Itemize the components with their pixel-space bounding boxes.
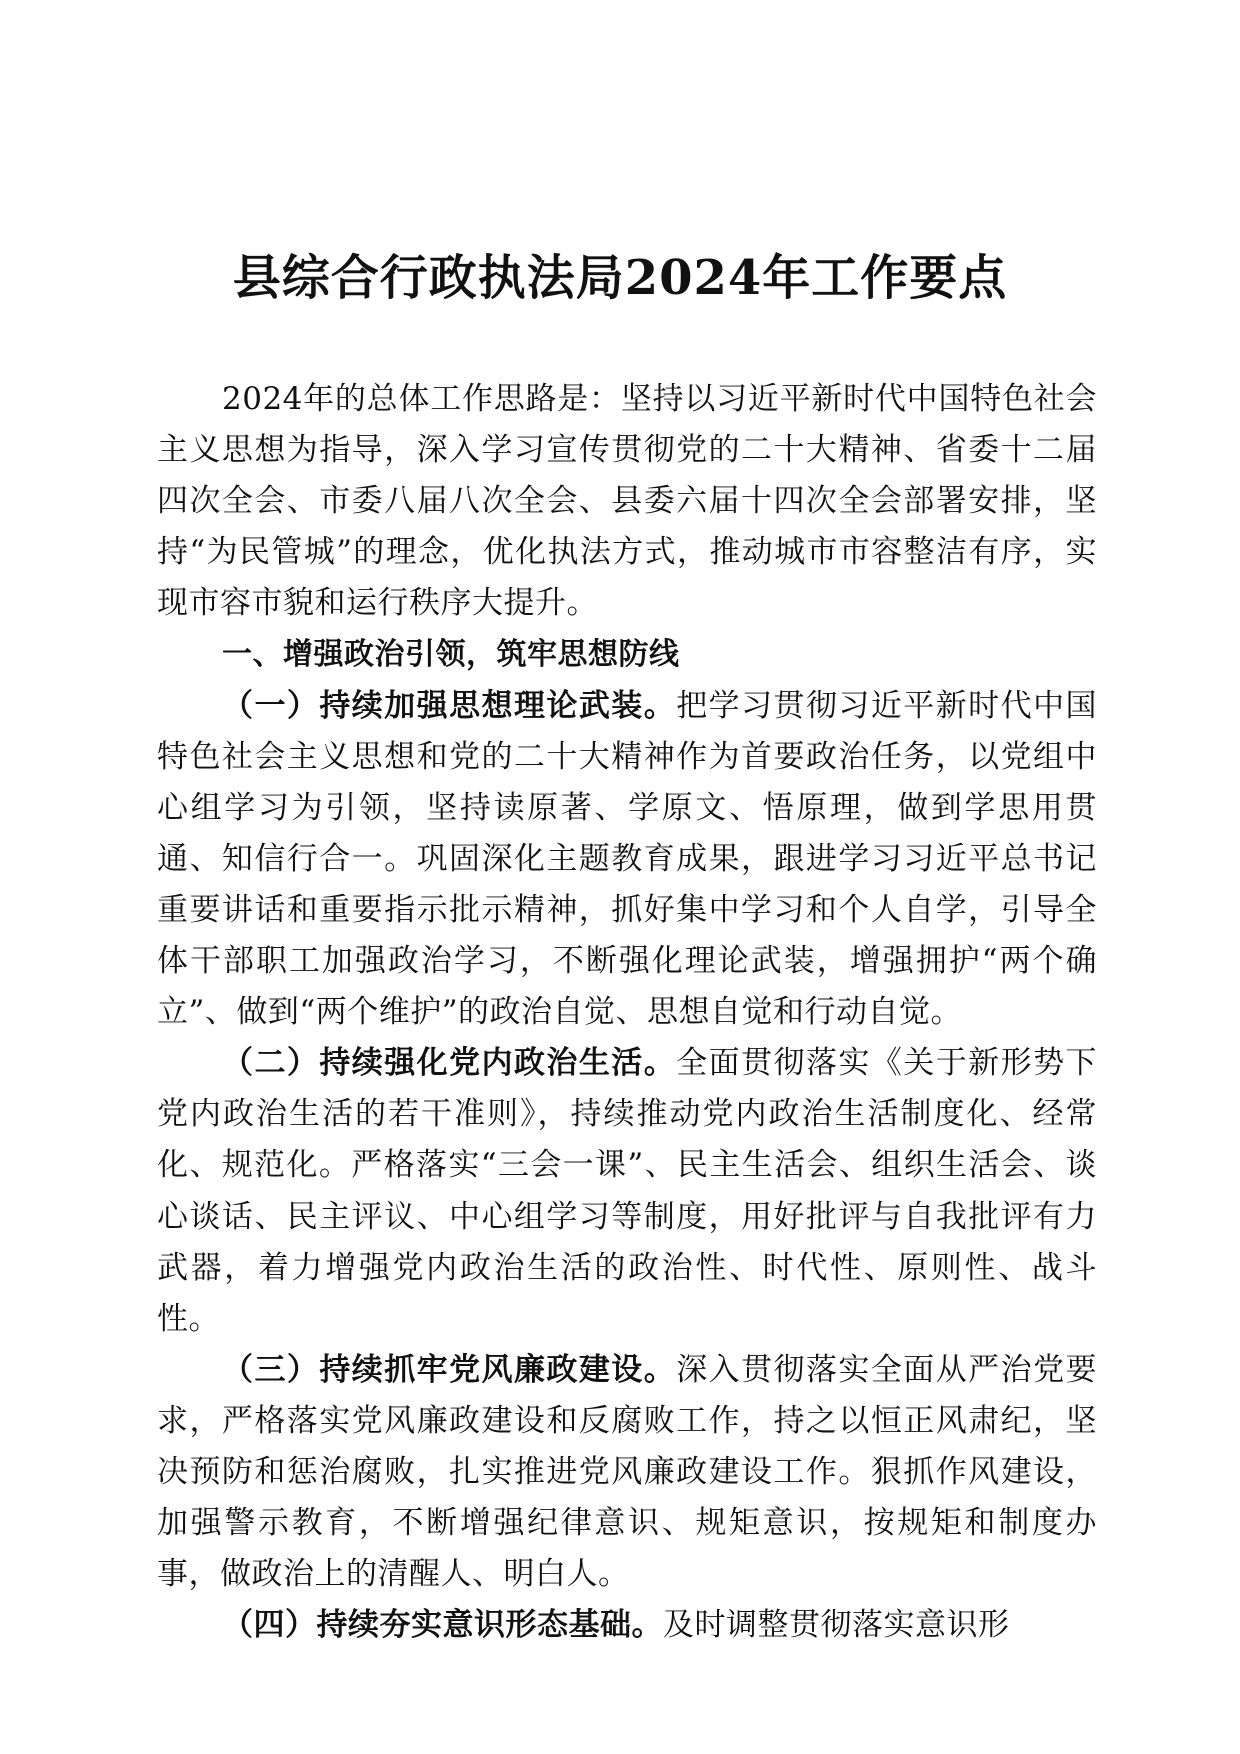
item-paragraph bbox=[157, 1345, 1097, 1600]
item-lead: （三）持续抓牢党风廉政建设。 bbox=[222, 1351, 677, 1388]
item-text: 把学习贯彻习近平新时代中国特色社会主义思想和党的二十大精神作为首要政治任务，以党组中心组学习为引领，坚持读原著、学原文、悟原理，做到学思用贯通、知信行合一。巩固深化主题教育成果，跟进学习习近平总书记重要讲话和重要指示批示精神，抓好集中学习和个人自学，引导全体干部职工加强政治学习，不断强化理论武装，增强拥护“两个确立”、做到“两个维护”的政治自觉、思想自觉和行动自觉。 bbox=[157, 687, 1098, 1031]
item-lead: （二）持续强化党内政治生活。 bbox=[222, 1045, 677, 1082]
item-paragraph bbox=[157, 1600, 1097, 1651]
intro-paragraph: 2024年的总体工作思路是：坚持以习近平新时代中国特色社会主义思想为指导，深入学习宣传贯彻党的二十大精神、省委十二届四次全会、市委八届八次全会、县委六届十四次全会部署安排，坚持“为民管城”的理念，优化执法方式，推动城市市容整洁有序，实现市容市貌和运行秩序大提升。 bbox=[157, 381, 1097, 622]
item-text: 全面贯彻落实《关于新形势下党内政治生活的若干准则》，持续推动党内政治生活制度化、经常化、规范化。严格落实“三会一课”、民主生活会、组织生活会、谈心谈话、民主评议、中心组学习等制度，用好批评与自我批评有力武器，着力增强党内政治生活的政治性、时代性、原则性、战斗性。 bbox=[157, 1045, 1098, 1337]
section-heading: 一、增强政治引领，筑牢思想防线 bbox=[222, 637, 680, 673]
item-paragraph bbox=[157, 1038, 1097, 1345]
item-lead: （四）持续夯实意识形态基础。 bbox=[222, 1607, 663, 1644]
item-paragraph bbox=[157, 681, 1097, 1039]
item-lead: （一）持续加强思想理论武装。 bbox=[222, 687, 677, 724]
item-text: 及时调整贯彻落实意识形 bbox=[663, 1607, 1010, 1644]
document-body bbox=[157, 374, 1097, 1651]
item-text: 深入贯彻落实全面从严治党要求，严格落实党风廉政建设和反腐败工作，持之以恒正风肃纪，坚决预防和惩治腐败，扎实推进党风廉政建设工作。狠抓作风建设，加强警示教育，不断增强纪律意识、规矩意识，按规矩和制度办事，做政治上的清醒人、明白人。 bbox=[157, 1351, 1098, 1593]
page-title: 县综合行政执法局2024年工作要点 bbox=[232, 250, 1008, 306]
